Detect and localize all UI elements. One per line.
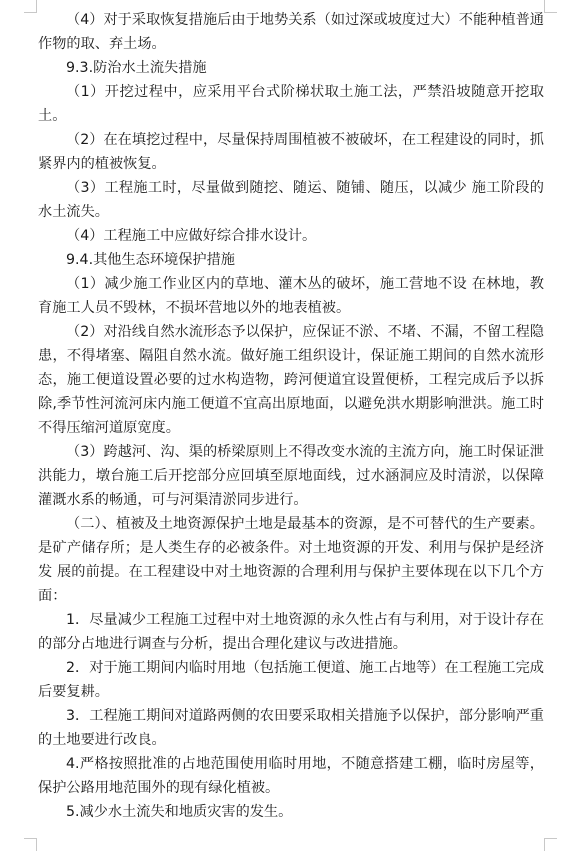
list-item-1: 1．尽量减少工程施工过程中对土地资源的永久性占有与利用，对于设计存在的部分占地进行调查与分析，提出合理化建议与改进措施。 — [38, 612, 544, 652]
crop-mark-top-right — [544, 0, 557, 13]
paragraph-natural-water-flow: （2）对沿线自然水流形态予以保护，应保证不淤、不堵、不漏，不留工程隐患，不得堵塞、隔阻自然水流。做好施工组织设计，保证施工期间的自然水流形态，施工便道设置必要的过水构造物，跨河便道宜设置便桥，工程完成后予以拆除,季节性河流河床内施工便道不宜高出原地面，以避免洪水期影响泄洪。施工时不得压缩河道原宽度。 — [38, 324, 544, 436]
list-item-3: 3．工程施工期间对道路两侧的农田要采取相关措施予以保护，部分影响严重的土地要进行改良。 — [38, 708, 544, 748]
paragraph-drainage-design: （4）工程施工中应做好综合排水设计。 — [66, 228, 317, 244]
section-heading-9-4: 9.4.其他生态环境保护措施 — [66, 252, 235, 268]
list-item-2: 2．对于施工期间内临时用地（包括施工便道、施工占地等）在工程施工完成后要复耕。 — [38, 660, 544, 700]
section-heading-9-3: 9.3.防治水土流失措施 — [66, 60, 207, 76]
section-heading-land-resources: （二）、植被及土地资源保护土地是最基本的资源，是不可替代的生产要素。是矿产储存所；是人类生存的必被条件。对土地资源的开发、利用与保护是经济发 展的前提。在工程建设中对土地资源的合理利用与保护主要体现在以下几个方面： — [38, 516, 544, 604]
paragraph-item-4-spoil-areas: （4）对于采取恢复措施后由于地势关系（如过深或坡度过大）不能种植普通作物的取、弃土场。 — [38, 12, 544, 52]
paragraph-vegetation-protection: （2）在在填挖过程中，尽量保持周围植被不被破坏，在工程建设的同时，抓紧界内的植被恢复。 — [38, 132, 544, 172]
document-body — [38, 8, 544, 824]
paragraph-bridge-principles: （3）跨越河、沟、渠的桥梁原则上不得改变水流的主流方向，施工时保证泄洪能力，墩台施工后开挖部分应回填至原地面线，过水涵洞应及时清淤，以保障灌溉水系的畅通，可与河渠清淤同步进行。 — [38, 444, 544, 508]
crop-mark-top-left — [24, 0, 37, 13]
crop-mark-bottom-left — [24, 838, 37, 851]
crop-mark-bottom-right — [544, 838, 557, 851]
paragraph-excavation-method: （1）开挖过程中，应采用平台式阶梯状取土施工法，严禁沿坡随意开挖取土。 — [38, 84, 544, 124]
paragraph-construction-sequence: （3）工程施工时，尽量做到随挖、随运、随铺、随压，以减少 施工阶段的水土流失。 — [38, 180, 544, 220]
list-item-5: 5.减少水土流失和地质灾害的发生。 — [66, 804, 293, 820]
list-item-4: 4.严格按照批准的占地范围使用临时用地，不随意搭建工棚，临时房屋等，保护公路用地范围外的现有绿化植被。 — [38, 756, 544, 796]
paragraph-grassland-protection: （1）减少施工作业区内的草地、灌木丛的破坏，施工营地不设 在林地，教育施工人员不毁林，不损坏营地以外的地表植被。 — [38, 276, 544, 316]
